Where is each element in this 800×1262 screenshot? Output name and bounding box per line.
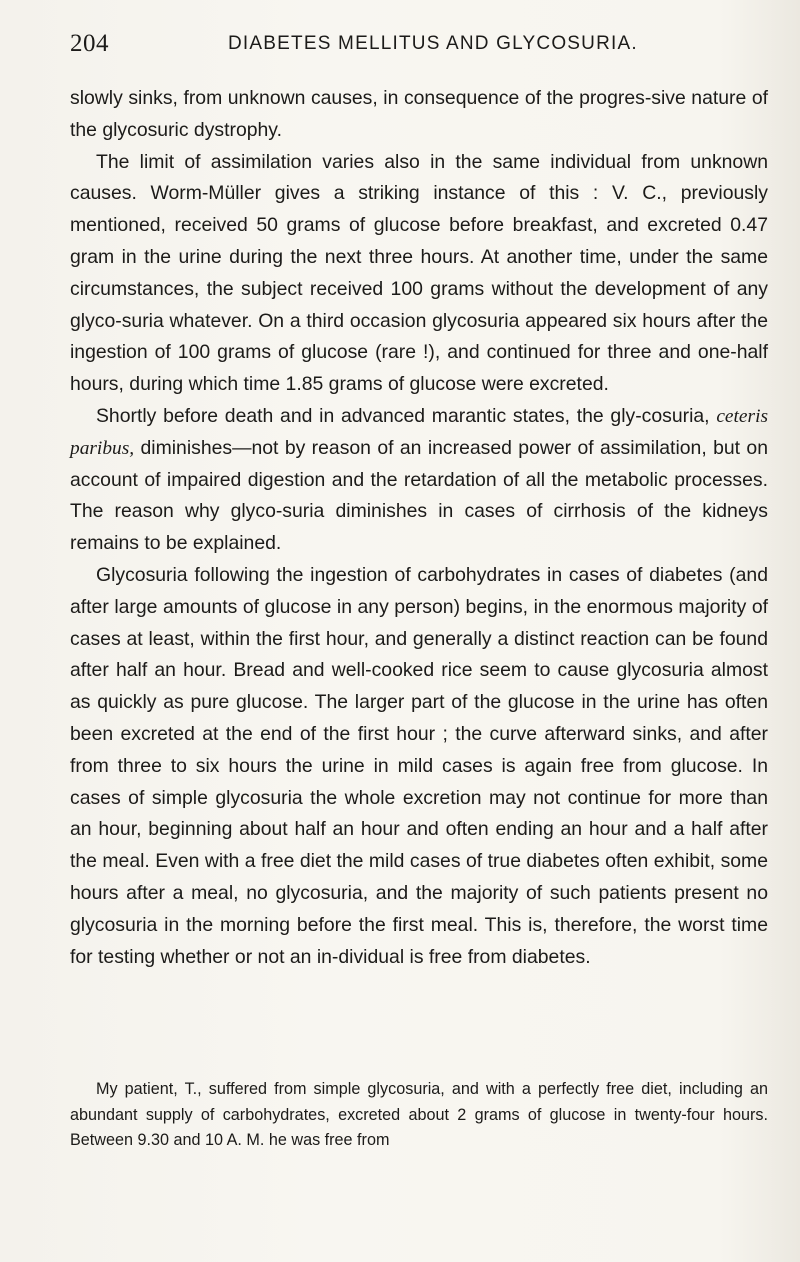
- italic-phrase: ceteris paribus,: [70, 405, 768, 459]
- paragraph-text: Shortly before death and in advanced marantic states, the gly-cosuria,: [96, 404, 717, 427]
- running-title: DIABETES MELLITUS AND GLYCOSURIA.: [228, 33, 638, 54]
- paragraph-marantic-states: [70, 401, 768, 560]
- paragraph-assimilation-limit: The limit of assimilation varies also in the same individual from unknown causes. Worm-Müller gives a striking instance of this : V. C., previously mentioned, received 50 grams of glucose before breakfast, and excreted 0.47 gram in the urine during the next three hours. At another time, under the same circumstances, the subject received 100 grams without the development of any glyco-suria whatever. On a third occasion glycosuria appeared six hours after the ingestion of 100 grams of glucose (rare !), and continued for three and one-half hours, during which time 1.85 grams of glucose were excreted.: [70, 150, 768, 396]
- page-number: 204: [70, 30, 109, 57]
- paragraph-continued: slowly sinks, from unknown causes, in consequence of the progres-sive nature of the glycosuric dystrophy.: [70, 87, 768, 141]
- paragraph-text: diminishes—not by reason of an increased power of assimilation, but on account of impaired digestion and the retardation of all the metabolic processes. The reason why glyco-suria diminishes in cases of cirrhosis of the kidneys remains to be explained.: [70, 436, 768, 555]
- case-note-paragraph: My patient, T., suffered from simple glycosuria, and with a perfectly free diet, including an abundant supply of carbohydrates, excreted about 2 grams of glucose in twenty-four hours. Between 9.30 and 10 A. M. he was free from: [70, 1080, 768, 1149]
- page-header: [70, 30, 730, 62]
- main-text: [70, 83, 768, 973]
- case-note: [70, 1077, 768, 1154]
- paragraph-glycosuria-timing: Glycosuria following the ingestion of carbohydrates in cases of diabetes (and after large amounts of glucose in any person) begins, in the enormous majority of cases at least, within the first hour, and generally a distinct reaction can be found after half an hour. Bread and well-cooked rice seem to cause glycosuria almost as quickly as pure glucose. The larger part of the glucose in the urine has often been excreted at the end of the first hour ; the curve afterward sinks, and after from three to six hours the urine in mild cases is again free from glucose. In cases of simple glycosuria the whole excretion may not continue for more than an hour, beginning about half an hour and often ending an hour and a half after the meal. Even with a free diet the mild cases of true diabetes often exhibit, some hours after a meal, no glycosuria, and the majority of such patients present no glycosuria in the morning before the first meal. This is, therefore, the worst time for testing whether or not an in-dividual is free from diabetes.: [70, 563, 768, 968]
